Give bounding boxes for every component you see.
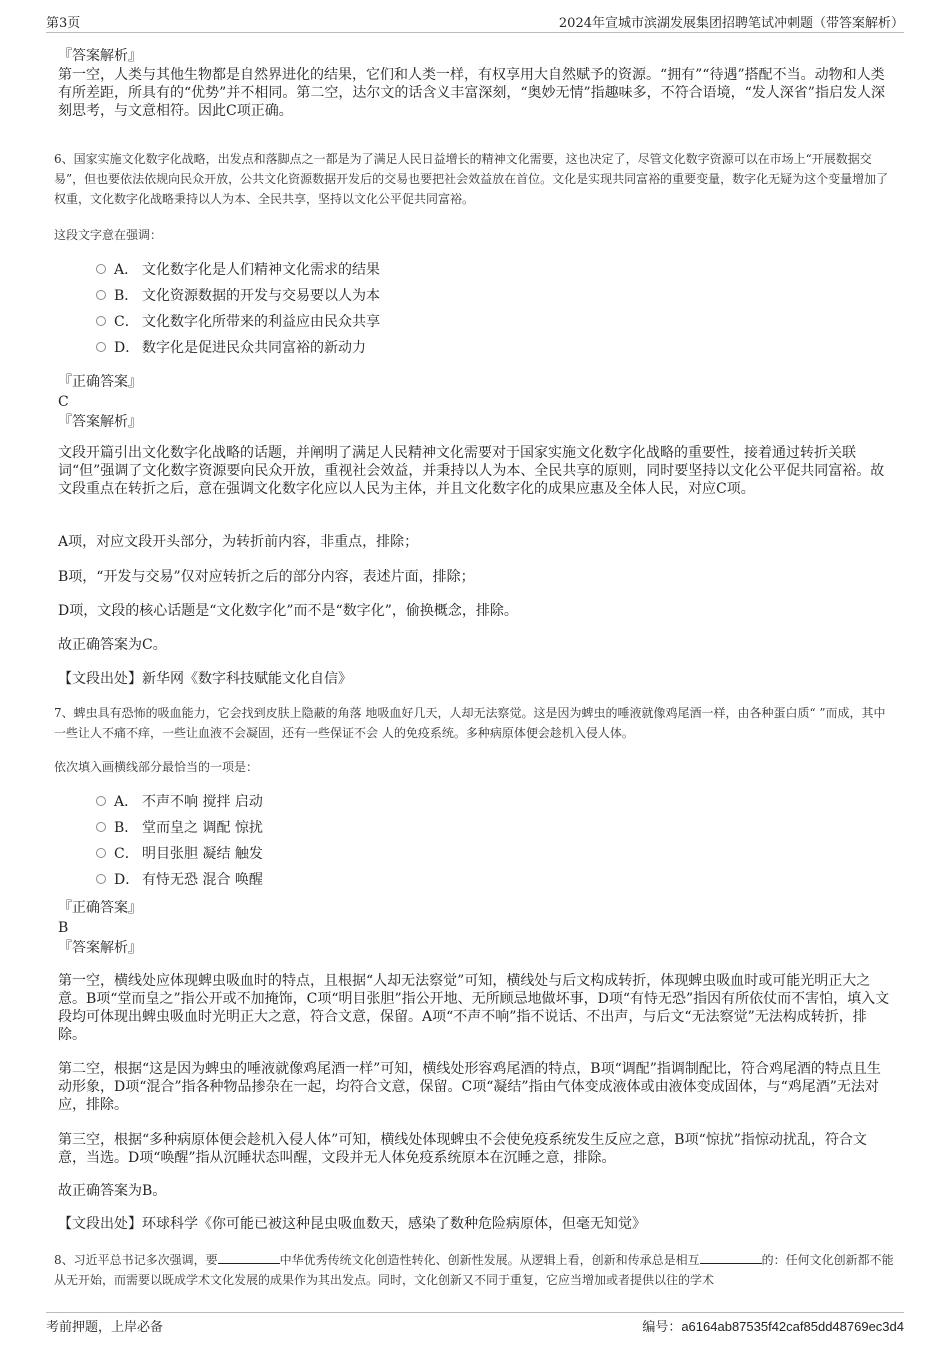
answer-label: 『正确答案』 [58, 900, 142, 916]
question-6-stem [54, 149, 896, 209]
radio-icon[interactable] [96, 264, 106, 274]
option-text: 文化数字化所带来的利益应由民众共享 [142, 314, 380, 330]
option-letter: A． [114, 794, 139, 810]
option-letter: C． [114, 846, 139, 862]
radio-icon[interactable] [96, 796, 106, 806]
question-stem: 7、蜱虫具有恐怖的吸血能力，它会找到皮肤上隐蔽的角落 地吸血好几天，人却无法察觉。这是因为蜱虫的唾液就像鸡尾酒一样，由各种蛋白质“ ”而成，其中一些让人不痛不痒，一些让血液不会凝固，还有一些保证不会 人的免疫系统。多种病原体便会趁机入侵人体。 [54, 706, 886, 740]
option-letter: D． [114, 872, 140, 888]
code-value: a6164ab87535f42caf85dd48769ec3d4 [681, 1319, 904, 1334]
option-b[interactable] [96, 286, 380, 306]
option-letter: B． [114, 288, 139, 304]
question-stem [54, 1250, 896, 1290]
answer-value: C [58, 394, 69, 410]
analysis-paragraph: 第二空，根据“这是因为蜱虫的唾液就像鸡尾酒一样”可知，横线处形容鸡尾酒的特点，B项“调配”指调制配比，符合鸡尾酒的特点且生动形象，D项“混合”指各种物品掺杂在一起，均符合文意，保留。C项“凝结”指由气体变成液体或由液体变成固体，与“鸡尾酒”无法对应，排除。 [58, 1061, 881, 1113]
option-d[interactable] [96, 338, 366, 358]
analysis-option-d: D项，文段的核心话题是“文化数字化”而不是“数字化”，偷换概念，排除。 [58, 603, 518, 619]
option-a[interactable] [96, 260, 380, 280]
option-text: 明目张胆 凝结 触发 [142, 846, 263, 862]
page-footer [46, 1312, 904, 1337]
analysis-option-b: B项，“开发与交易”仅对应转折之后的部分内容，表述片面，排除； [58, 569, 475, 585]
analysis-paragraph: 第三空，根据“多种病原体便会趁机入侵人体”可知，横线处体现蜱虫不会使免疫系统发生反应之意，B项“惊扰”指惊动扰乱，符合文意，当选。D项“唤醒”指从沉睡状态叫醒，文段并无人体免疫系统原本在沉睡之意，排除。 [58, 1132, 867, 1166]
page-number: 第3页 [46, 16, 81, 31]
question-7-prompt [54, 757, 890, 777]
fill-blank [218, 1251, 280, 1264]
analysis-option-a: A项，对应文段开头部分，为转折前内容，非重点，排除； [58, 534, 419, 550]
option-d[interactable] [96, 870, 263, 890]
question-6-prompt [54, 225, 890, 245]
fill-blank [700, 1251, 762, 1264]
radio-icon[interactable] [96, 822, 106, 832]
analysis-text: 第一空，人类与其他生物都是自然界进化的结果，它们和人类一样，有权享用大自然赋予的资源。“拥有”“待遇”搭配不当。动物和人类有所差距，所具有的“优势”并不相同。第二空，达尔文的话含义丰富深刻，“奥妙无情”指趣味多，不符合语境，“发人深省”指启发人深刻思考，与文意相符。因此C项正确。 [58, 67, 885, 119]
option-text: 不声不响 搅拌 启动 [142, 794, 263, 810]
option-b[interactable] [96, 818, 263, 838]
radio-icon[interactable] [96, 848, 106, 858]
stem-part: 的：任何文化创新都不能从无开始，而需要以既成学术文化发展的成果作为其出发点。同时，文化创新又不同于重复，它应当增加或者提供以往的学术 [54, 1253, 894, 1287]
source-citation: 【文段出处】环球科学《你可能已被这种昆虫吸血数天，感染了数种危险病原体，但毫无知觉》 [58, 1216, 646, 1232]
analysis-conclusion: 故正确答案为B。 [58, 1183, 167, 1199]
question-7-stem [54, 703, 896, 743]
question-stem: 6、国家实施文化数字化战略，出发点和落脚点之一都是为了满足人民日益增长的精神文化需要，这也决定了，尽管文化数字资源可以在市场上“开展数据交易”，但也要依法依规向民众开放，公共文化资源数据开发后的交易也要把社会效益放在首位。文化是实现共同富裕的重要变量，数字化无疑为这个变量增加了权重，文化数字化战略秉持以人为本、全民共享，坚持以文化公平促共同富裕。 [54, 152, 889, 206]
option-text: 文化资源数据的开发与交易要以人为本 [142, 288, 380, 304]
analysis-label: 『答案解析』 [58, 48, 142, 64]
radio-icon[interactable] [96, 342, 106, 352]
question-6-analysis [58, 444, 894, 498]
stem-part: 8、习近平总书记多次强调，要 [54, 1253, 218, 1267]
option-letter: B． [114, 820, 139, 836]
option-text: 堂而皇之 调配 惊扰 [142, 820, 263, 836]
question-prompt: 这段文字意在强调： [54, 228, 163, 242]
question-7-answer [58, 898, 894, 958]
option-text: 有恃无恐 混合 唤醒 [142, 872, 263, 888]
question-prompt: 依次填入画横线部分最恰当的一项是： [54, 760, 259, 774]
option-c[interactable] [96, 312, 380, 332]
option-text: 文化数字化是人们精神文化需求的结果 [142, 262, 380, 278]
answer-value: B [58, 920, 69, 936]
footer-slogan: 考前押题，上岸必备 [46, 1320, 164, 1335]
question-6-answer [58, 372, 894, 432]
question-7-analysis-1 [58, 972, 894, 1044]
analysis-paragraph: 第一空，横线处应体现蜱虫吸血时的特点，且根据“人却无法察觉”可知，横线处与后文构成转折，体现蜱虫吸血时或可能光明正大之意。B项“堂而皇之”指公开或不加掩饰，C项“明目张胆”指公开地、无所顾忌地做坏事，D项“有恃无恐”指因有所依仗而不害怕，填入文段均可体现出蜱虫吸血时光明正大之意，符合文意，保留。A项“不声不响”指不说话、不出声，与后文“无法察觉”无法构成转折，排除。 [58, 973, 890, 1043]
analysis-label: 『答案解析』 [58, 940, 142, 956]
question-7-analysis-2 [58, 1060, 894, 1114]
analysis-conclusion: 故正确答案为C。 [58, 637, 167, 653]
answer-label: 『正确答案』 [58, 374, 142, 390]
question-8-stem [54, 1250, 896, 1290]
radio-icon[interactable] [96, 290, 106, 300]
stem-part: 中华优秀传统文化创造性转化、创新性发展。从逻辑上看，创新和传承总是相互 [279, 1253, 700, 1267]
document-code [642, 1316, 904, 1335]
radio-icon[interactable] [96, 874, 106, 884]
radio-icon[interactable] [96, 316, 106, 326]
source-citation: 【文段出处】新华网《数字科技赋能文化自信》 [58, 671, 352, 687]
document-title: 2024年宣城市滨湖发展集团招聘笔试冲刺题（带答案解析） [558, 16, 904, 31]
q5-analysis-section [58, 46, 894, 120]
analysis-paragraph: 文段开篇引出文化数字化战略的话题，并阐明了满足人民精神文化需要对于国家实施文化数字化战略的重要性，接着通过转折关联词“但”强调了文化数字资源要向民众开放，重视社会效益，并秉持以人为本、全民共享的原则，同时要坚持以文化公平促共同富裕。故文段重点在转折之后，意在强调文化数字化应以人民为主体，并且文化数字化的成果应惠及全体人民，对应C项。 [58, 445, 885, 497]
option-text: 数字化是促进民众共同富裕的新动力 [142, 340, 366, 356]
option-letter: D． [114, 340, 140, 356]
option-c[interactable] [96, 844, 263, 864]
question-7-analysis-3 [58, 1131, 894, 1167]
option-letter: A． [114, 262, 139, 278]
analysis-label: 『答案解析』 [58, 414, 142, 430]
code-label: 编号： [642, 1319, 682, 1334]
option-a[interactable] [96, 792, 263, 812]
page-header [46, 10, 904, 33]
option-letter: C． [114, 314, 139, 330]
